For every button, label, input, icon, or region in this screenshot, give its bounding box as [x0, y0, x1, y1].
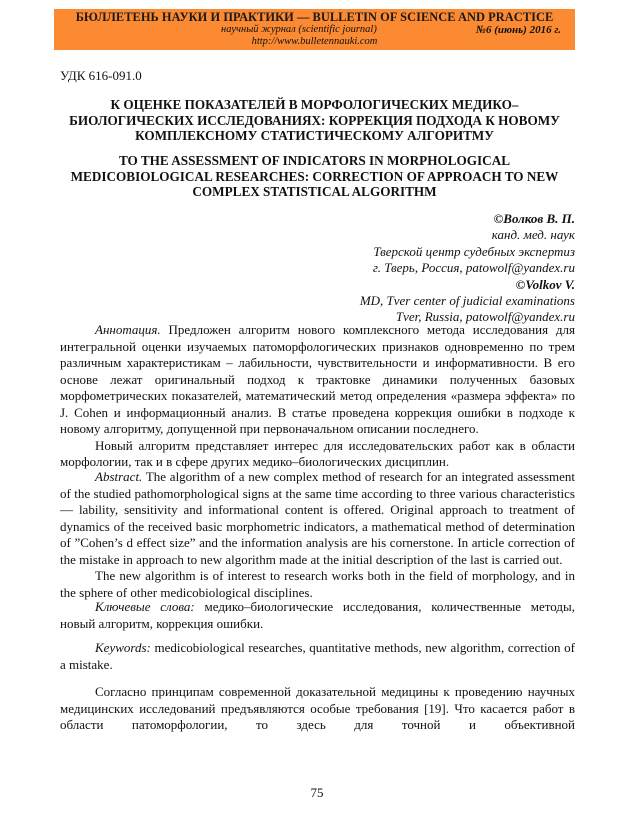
- abstract-en-text: The algorithm of a new complex method of research for an integrated assessment of the studied pathomorphological signs at the same time according to three various characteristics — lability, sensitivity and informational content is offered. Original approach to treatment of dynamics of the received basic morphometric indicators, a mathematical method of determination of ”Cohen’s d effect size” and the information analysis are his cornerstone. In article correction of the mistake in approach to new algorithm made at the initial description of the last is carried out.: [60, 469, 575, 567]
- keywords-ru-label: Ключевые слова:: [95, 599, 195, 614]
- journal-header-banner: [54, 9, 575, 50]
- author-name-ru: ©Волков В. П.: [493, 211, 575, 226]
- author-location-ru: г. Тверь, Россия, patowolf@yandex.ru: [372, 260, 575, 276]
- issue-number: №6 (июнь) 2016 г.: [475, 24, 561, 36]
- abstract-ru-text: Предложен алгоритм нового комплексного метода исследования для интегральной оценки изучаемых патоморфологических признаков одновременно по трем различным характеристикам – лабильности, чувствительности и информативности. В его основе лежат оригинальный подход к трактовке динамики полученных базовых морфометрических показателей, математический метод определения «размера эффекта» по J. Cohen и информационный анализ. В статье проведена коррекция ошибки в подходе к новому алгоритму, допущенной при первоначальном описании последнего.: [60, 322, 575, 436]
- author-degree-ru: канд. мед. наук: [491, 227, 575, 243]
- author-block: [360, 211, 575, 326]
- abstract-en: [60, 469, 575, 601]
- body-paragraph-text: Согласно принципам современной доказательной медицины к проведению научных медицинских исследований предъявляются особые требования [19]. Что касается работ в области патоморфологии, то здесь для точной и объективной: [60, 684, 575, 732]
- author-location-en: Tver, Russia, patowolf@yandex.ru: [395, 309, 575, 325]
- udk-code: УДК 616-091.0: [60, 68, 142, 83]
- keywords-en-text: medicobiological researches, quantitative methods, new algorithm, correction of a mistake.: [60, 640, 575, 672]
- keywords-ru: [60, 599, 575, 632]
- journal-subtitle: научный журнал (scientific journal): [221, 24, 377, 35]
- abstract-en-text-2: The new algorithm is of interest to research works both in the field of morphology, and in the sphere of other medicobiological disciplines.: [60, 568, 575, 600]
- author-affiliation-en: MD, Tver center of judicial examinations: [359, 293, 575, 309]
- journal-subtitle-row: [54, 24, 575, 36]
- page-number: 75: [310, 785, 324, 800]
- keywords-en: [60, 640, 575, 673]
- keywords-en-label: Keywords:: [95, 640, 151, 655]
- journal-title: БЮЛЛЕТЕНЬ НАУКИ И ПРАКТИКИ — BULLETIN OF SCIENCE AND PRACTICE: [75, 10, 554, 24]
- abstract-ru: [60, 322, 575, 471]
- abstract-ru-text-2: Новый алгоритм представляет интерес для исследовательских работ как в области морфологии, так и в сфере других медико–биологических дисциплин.: [60, 437, 575, 469]
- abstract-en-label: Abstract.: [95, 469, 143, 484]
- abstract-ru-label: Аннотация.: [95, 322, 161, 337]
- body-paragraph: [60, 684, 575, 734]
- article-title-en: TO THE ASSESSMENT OF INDICATORS IN MORPHOLOGICAL MEDICOBIOLOGICAL RESEARCHES: CORRECTION OF APPROACH TO NEW COMPLEX STATISTICAL ALGORITHM: [70, 153, 559, 199]
- article-title-ru: К ОЦЕНКЕ ПОКАЗАТЕЛЕЙ В МОРФОЛОГИЧЕСКИХ МЕДИКО–БИОЛОГИЧЕСКИХ ИССЛЕДОВАНИЯХ: КОРРЕКЦИЯ ПОДХОДА К НОВОМУ КОМПЛЕКСНОМУ СТАТИСТИЧЕСКОМУ АЛГОРИТМУ: [69, 97, 560, 143]
- keywords-ru-text: медико–биологические исследования, количественные методы, новый алгоритм, коррекция ошибки.: [60, 599, 576, 631]
- journal-url[interactable]: http://www.bulletennauki.com: [251, 36, 378, 47]
- author-name-en: ©Volkov V.: [515, 276, 575, 292]
- author-affiliation-ru: Тверской центр судебных экспертиз: [373, 243, 575, 259]
